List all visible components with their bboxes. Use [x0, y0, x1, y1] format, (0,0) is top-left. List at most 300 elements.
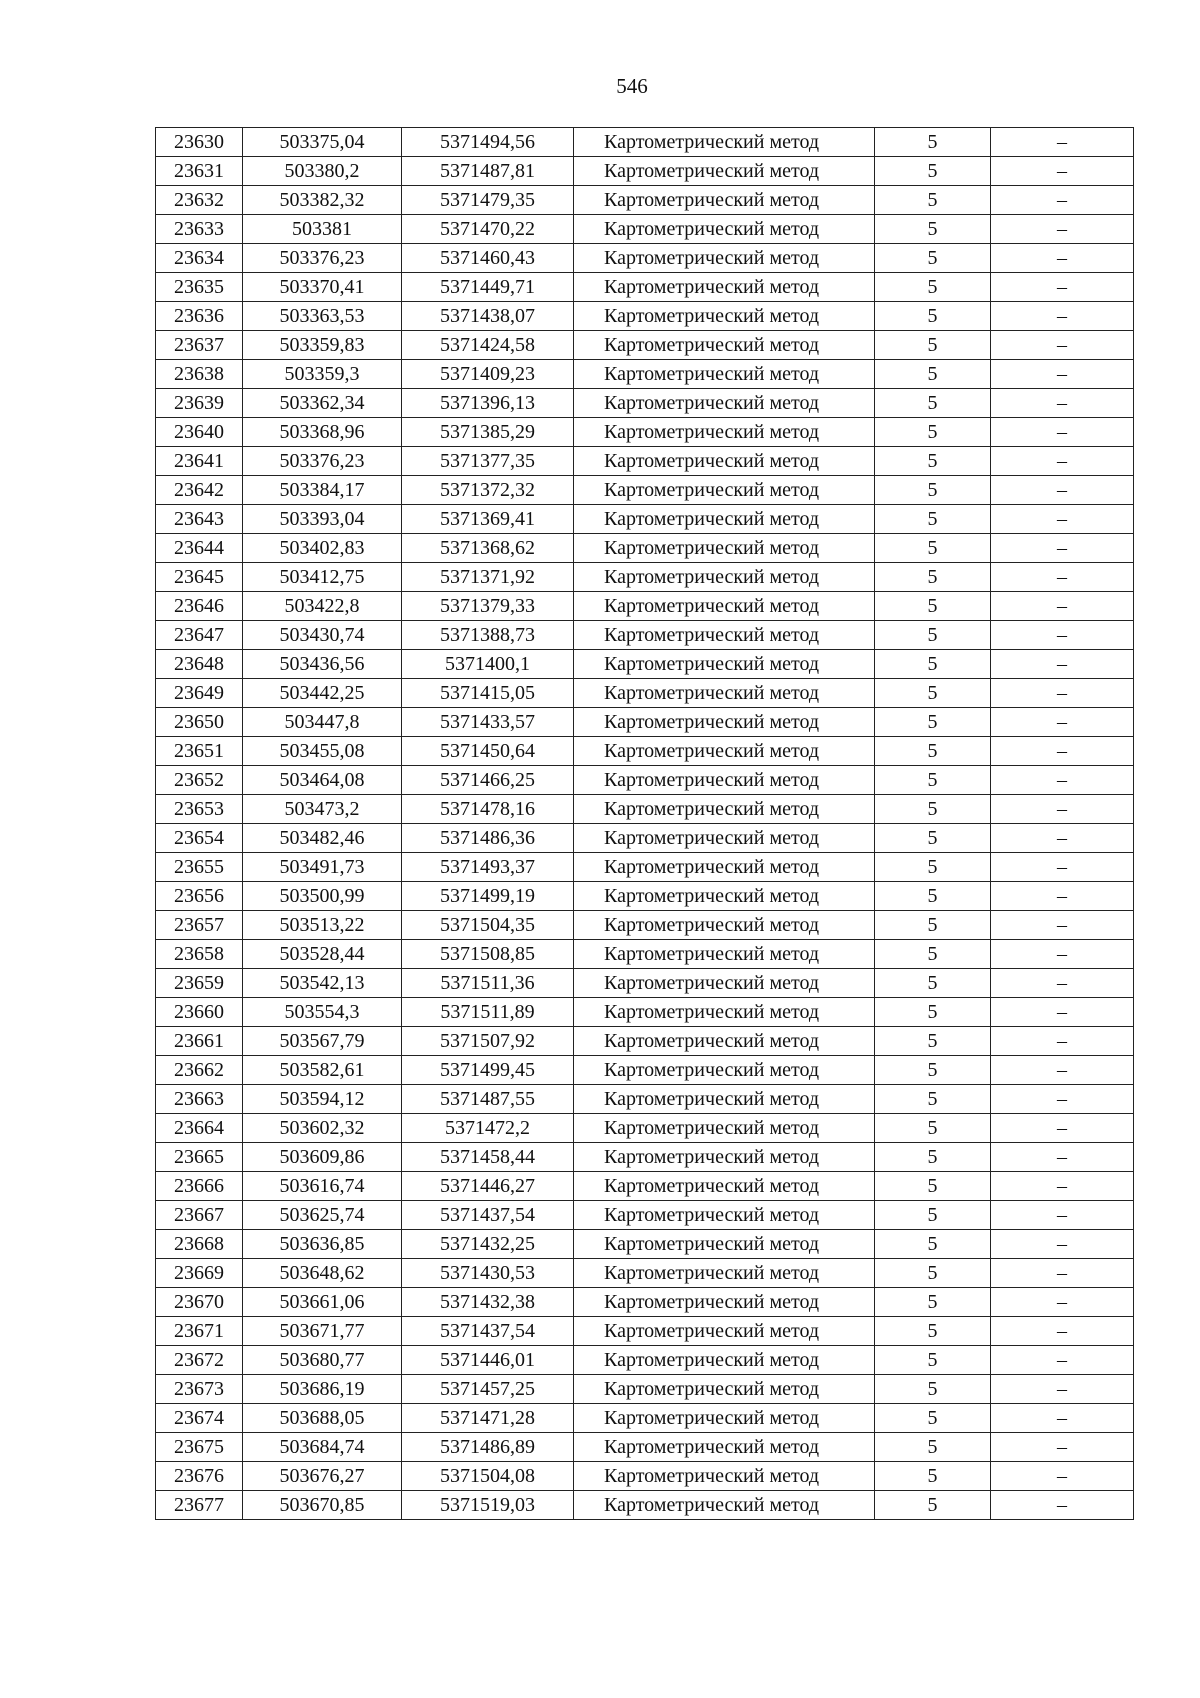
error-cell: 5: [875, 1172, 991, 1201]
error-cell: 5: [875, 1317, 991, 1346]
method-cell: Картометрический метод: [574, 157, 875, 186]
description-cell: –: [991, 505, 1134, 534]
y-coordinate-cell: 5371460,43: [402, 244, 574, 273]
point-number-cell: 23661: [156, 1027, 243, 1056]
x-coordinate-cell: 503464,08: [243, 766, 402, 795]
error-cell: 5: [875, 911, 991, 940]
method-cell: Картометрический метод: [574, 621, 875, 650]
method-cell: Картометрический метод: [574, 1462, 875, 1491]
table-row: [156, 766, 1134, 795]
y-coordinate-cell: 5371379,33: [402, 592, 574, 621]
y-coordinate-cell: 5371499,45: [402, 1056, 574, 1085]
x-coordinate-cell: 503368,96: [243, 418, 402, 447]
y-coordinate-cell: 5371388,73: [402, 621, 574, 650]
point-number-cell: 23630: [156, 128, 243, 157]
table-row: [156, 1462, 1134, 1491]
x-coordinate-cell: 503670,85: [243, 1491, 402, 1520]
table-row: [156, 1288, 1134, 1317]
point-number-cell: 23675: [156, 1433, 243, 1462]
error-cell: 5: [875, 1404, 991, 1433]
method-cell: Картометрический метод: [574, 476, 875, 505]
table-row: [156, 476, 1134, 505]
method-cell: Картометрический метод: [574, 1230, 875, 1259]
x-coordinate-cell: 503393,04: [243, 505, 402, 534]
table-row: [156, 273, 1134, 302]
error-cell: 5: [875, 476, 991, 505]
error-cell: 5: [875, 244, 991, 273]
description-cell: –: [991, 853, 1134, 882]
x-coordinate-cell: 503482,46: [243, 824, 402, 853]
x-coordinate-cell: 503359,83: [243, 331, 402, 360]
error-cell: 5: [875, 1201, 991, 1230]
table-row: [156, 157, 1134, 186]
y-coordinate-cell: 5371511,89: [402, 998, 574, 1027]
y-coordinate-cell: 5371479,35: [402, 186, 574, 215]
y-coordinate-cell: 5371438,07: [402, 302, 574, 331]
x-coordinate-cell: 503648,62: [243, 1259, 402, 1288]
error-cell: 5: [875, 1085, 991, 1114]
y-coordinate-cell: 5371472,2: [402, 1114, 574, 1143]
point-number-cell: 23639: [156, 389, 243, 418]
method-cell: Картометрический метод: [574, 128, 875, 157]
point-number-cell: 23657: [156, 911, 243, 940]
error-cell: 5: [875, 853, 991, 882]
y-coordinate-cell: 5371450,64: [402, 737, 574, 766]
y-coordinate-cell: 5371504,35: [402, 911, 574, 940]
method-cell: Картометрический метод: [574, 882, 875, 911]
description-cell: –: [991, 1375, 1134, 1404]
method-cell: Картометрический метод: [574, 1143, 875, 1172]
point-number-cell: 23636: [156, 302, 243, 331]
point-number-cell: 23633: [156, 215, 243, 244]
error-cell: 5: [875, 1230, 991, 1259]
table-row: [156, 1056, 1134, 1085]
y-coordinate-cell: 5371385,29: [402, 418, 574, 447]
error-cell: 5: [875, 563, 991, 592]
point-number-cell: 23670: [156, 1288, 243, 1317]
x-coordinate-cell: 503594,12: [243, 1085, 402, 1114]
table-row: [156, 882, 1134, 911]
y-coordinate-cell: 5371457,25: [402, 1375, 574, 1404]
error-cell: 5: [875, 766, 991, 795]
table-row: [156, 389, 1134, 418]
point-number-cell: 23677: [156, 1491, 243, 1520]
error-cell: 5: [875, 1491, 991, 1520]
point-number-cell: 23640: [156, 418, 243, 447]
error-cell: 5: [875, 650, 991, 679]
method-cell: Картометрический метод: [574, 273, 875, 302]
point-number-cell: 23667: [156, 1201, 243, 1230]
description-cell: –: [991, 418, 1134, 447]
description-cell: –: [991, 1143, 1134, 1172]
table-row: [156, 1172, 1134, 1201]
description-cell: –: [991, 331, 1134, 360]
description-cell: –: [991, 1433, 1134, 1462]
point-number-cell: 23669: [156, 1259, 243, 1288]
error-cell: 5: [875, 1027, 991, 1056]
table-row: [156, 621, 1134, 650]
point-number-cell: 23647: [156, 621, 243, 650]
description-cell: –: [991, 244, 1134, 273]
error-cell: 5: [875, 418, 991, 447]
description-cell: –: [991, 1491, 1134, 1520]
method-cell: Картометрический метод: [574, 1027, 875, 1056]
error-cell: 5: [875, 592, 991, 621]
x-coordinate-cell: 503402,83: [243, 534, 402, 563]
table-row: [156, 563, 1134, 592]
error-cell: 5: [875, 360, 991, 389]
table-row: [156, 853, 1134, 882]
method-cell: Картометрический метод: [574, 592, 875, 621]
point-number-cell: 23642: [156, 476, 243, 505]
point-number-cell: 23641: [156, 447, 243, 476]
point-number-cell: 23655: [156, 853, 243, 882]
description-cell: –: [991, 1288, 1134, 1317]
description-cell: –: [991, 650, 1134, 679]
point-number-cell: 23672: [156, 1346, 243, 1375]
error-cell: 5: [875, 302, 991, 331]
method-cell: Картометрический метод: [574, 1491, 875, 1520]
description-cell: –: [991, 1346, 1134, 1375]
point-number-cell: 23637: [156, 331, 243, 360]
x-coordinate-cell: 503661,06: [243, 1288, 402, 1317]
x-coordinate-cell: 503676,27: [243, 1462, 402, 1491]
method-cell: Картометрический метод: [574, 302, 875, 331]
x-coordinate-cell: 503447,8: [243, 708, 402, 737]
point-number-cell: 23649: [156, 679, 243, 708]
y-coordinate-cell: 5371478,16: [402, 795, 574, 824]
y-coordinate-cell: 5371504,08: [402, 1462, 574, 1491]
method-cell: Картометрический метод: [574, 737, 875, 766]
method-cell: Картометрический метод: [574, 1404, 875, 1433]
method-cell: Картометрический метод: [574, 911, 875, 940]
method-cell: Картометрический метод: [574, 1288, 875, 1317]
description-cell: –: [991, 534, 1134, 563]
method-cell: Картометрический метод: [574, 1317, 875, 1346]
x-coordinate-cell: 503359,3: [243, 360, 402, 389]
table-row: [156, 940, 1134, 969]
x-coordinate-cell: 503500,99: [243, 882, 402, 911]
y-coordinate-cell: 5371487,55: [402, 1085, 574, 1114]
point-number-cell: 23656: [156, 882, 243, 911]
table-row: [156, 1114, 1134, 1143]
description-cell: –: [991, 824, 1134, 853]
description-cell: –: [991, 911, 1134, 940]
error-cell: 5: [875, 940, 991, 969]
table-row: [156, 708, 1134, 737]
point-number-cell: 23634: [156, 244, 243, 273]
x-coordinate-cell: 503376,23: [243, 244, 402, 273]
x-coordinate-cell: 503688,05: [243, 1404, 402, 1433]
y-coordinate-cell: 5371371,92: [402, 563, 574, 592]
method-cell: Картометрический метод: [574, 1433, 875, 1462]
table-row: [156, 795, 1134, 824]
table-row: [156, 534, 1134, 563]
error-cell: 5: [875, 969, 991, 998]
description-cell: –: [991, 592, 1134, 621]
error-cell: 5: [875, 1056, 991, 1085]
error-cell: 5: [875, 1433, 991, 1462]
point-number-cell: 23674: [156, 1404, 243, 1433]
point-number-cell: 23671: [156, 1317, 243, 1346]
error-cell: 5: [875, 882, 991, 911]
description-cell: –: [991, 1172, 1134, 1201]
x-coordinate-cell: 503625,74: [243, 1201, 402, 1230]
description-cell: –: [991, 447, 1134, 476]
y-coordinate-cell: 5371446,01: [402, 1346, 574, 1375]
x-coordinate-cell: 503528,44: [243, 940, 402, 969]
description-cell: –: [991, 737, 1134, 766]
error-cell: 5: [875, 215, 991, 244]
y-coordinate-cell: 5371432,38: [402, 1288, 574, 1317]
table-row: [156, 969, 1134, 998]
description-cell: –: [991, 1462, 1134, 1491]
point-number-cell: 23653: [156, 795, 243, 824]
description-cell: –: [991, 1404, 1134, 1433]
y-coordinate-cell: 5371433,57: [402, 708, 574, 737]
x-coordinate-cell: 503680,77: [243, 1346, 402, 1375]
table-row: [156, 1027, 1134, 1056]
error-cell: 5: [875, 389, 991, 418]
y-coordinate-cell: 5371519,03: [402, 1491, 574, 1520]
point-number-cell: 23660: [156, 998, 243, 1027]
x-coordinate-cell: 503636,85: [243, 1230, 402, 1259]
y-coordinate-cell: 5371432,25: [402, 1230, 574, 1259]
x-coordinate-cell: 503375,04: [243, 128, 402, 157]
description-cell: –: [991, 1230, 1134, 1259]
point-number-cell: 23663: [156, 1085, 243, 1114]
error-cell: 5: [875, 505, 991, 534]
coordinates-table-body: [156, 128, 1134, 1520]
method-cell: Картометрический метод: [574, 563, 875, 592]
y-coordinate-cell: 5371437,54: [402, 1317, 574, 1346]
y-coordinate-cell: 5371368,62: [402, 534, 574, 563]
error-cell: 5: [875, 447, 991, 476]
error-cell: 5: [875, 186, 991, 215]
x-coordinate-cell: 503686,19: [243, 1375, 402, 1404]
x-coordinate-cell: 503362,34: [243, 389, 402, 418]
point-number-cell: 23662: [156, 1056, 243, 1085]
y-coordinate-cell: 5371471,28: [402, 1404, 574, 1433]
x-coordinate-cell: 503384,17: [243, 476, 402, 505]
y-coordinate-cell: 5371424,58: [402, 331, 574, 360]
table-row: [156, 128, 1134, 157]
description-cell: –: [991, 389, 1134, 418]
x-coordinate-cell: 503671,77: [243, 1317, 402, 1346]
point-number-cell: 23651: [156, 737, 243, 766]
x-coordinate-cell: 503684,74: [243, 1433, 402, 1462]
method-cell: Картометрический метод: [574, 1172, 875, 1201]
error-cell: 5: [875, 1143, 991, 1172]
point-number-cell: 23654: [156, 824, 243, 853]
y-coordinate-cell: 5371494,56: [402, 128, 574, 157]
x-coordinate-cell: 503616,74: [243, 1172, 402, 1201]
y-coordinate-cell: 5371409,23: [402, 360, 574, 389]
method-cell: Картометрический метод: [574, 447, 875, 476]
table-row: [156, 998, 1134, 1027]
y-coordinate-cell: 5371396,13: [402, 389, 574, 418]
table-row: [156, 679, 1134, 708]
error-cell: 5: [875, 1259, 991, 1288]
x-coordinate-cell: 503455,08: [243, 737, 402, 766]
method-cell: Картометрический метод: [574, 331, 875, 360]
method-cell: Картометрический метод: [574, 360, 875, 389]
method-cell: Картометрический метод: [574, 186, 875, 215]
point-number-cell: 23658: [156, 940, 243, 969]
description-cell: –: [991, 940, 1134, 969]
y-coordinate-cell: 5371430,53: [402, 1259, 574, 1288]
x-coordinate-cell: 503582,61: [243, 1056, 402, 1085]
y-coordinate-cell: 5371511,36: [402, 969, 574, 998]
table-row: [156, 1143, 1134, 1172]
method-cell: Картометрический метод: [574, 998, 875, 1027]
x-coordinate-cell: 503602,32: [243, 1114, 402, 1143]
description-cell: –: [991, 1259, 1134, 1288]
method-cell: Картометрический метод: [574, 1056, 875, 1085]
point-number-cell: 23643: [156, 505, 243, 534]
error-cell: 5: [875, 534, 991, 563]
y-coordinate-cell: 5371507,92: [402, 1027, 574, 1056]
description-cell: –: [991, 273, 1134, 302]
point-number-cell: 23638: [156, 360, 243, 389]
y-coordinate-cell: 5371493,37: [402, 853, 574, 882]
error-cell: 5: [875, 708, 991, 737]
method-cell: Картометрический метод: [574, 1259, 875, 1288]
error-cell: 5: [875, 824, 991, 853]
error-cell: 5: [875, 621, 991, 650]
point-number-cell: 23650: [156, 708, 243, 737]
table-row: [156, 302, 1134, 331]
method-cell: Картометрический метод: [574, 795, 875, 824]
y-coordinate-cell: 5371499,19: [402, 882, 574, 911]
method-cell: Картометрический метод: [574, 505, 875, 534]
method-cell: Картометрический метод: [574, 853, 875, 882]
point-number-cell: 23659: [156, 969, 243, 998]
description-cell: –: [991, 708, 1134, 737]
y-coordinate-cell: 5371446,27: [402, 1172, 574, 1201]
description-cell: –: [991, 215, 1134, 244]
y-coordinate-cell: 5371508,85: [402, 940, 574, 969]
y-coordinate-cell: 5371400,1: [402, 650, 574, 679]
error-cell: 5: [875, 1346, 991, 1375]
method-cell: Картометрический метод: [574, 1346, 875, 1375]
x-coordinate-cell: 503473,2: [243, 795, 402, 824]
table-row: [156, 331, 1134, 360]
point-number-cell: 23632: [156, 186, 243, 215]
method-cell: Картометрический метод: [574, 969, 875, 998]
error-cell: 5: [875, 1375, 991, 1404]
x-coordinate-cell: 503422,8: [243, 592, 402, 621]
point-number-cell: 23635: [156, 273, 243, 302]
table-row: [156, 1230, 1134, 1259]
table-row: [156, 650, 1134, 679]
table-row: [156, 186, 1134, 215]
point-number-cell: 23664: [156, 1114, 243, 1143]
description-cell: –: [991, 186, 1134, 215]
description-cell: –: [991, 882, 1134, 911]
y-coordinate-cell: 5371486,89: [402, 1433, 574, 1462]
y-coordinate-cell: 5371377,35: [402, 447, 574, 476]
description-cell: –: [991, 360, 1134, 389]
description-cell: –: [991, 563, 1134, 592]
point-number-cell: 23646: [156, 592, 243, 621]
x-coordinate-cell: 503542,13: [243, 969, 402, 998]
description-cell: –: [991, 679, 1134, 708]
table-row: [156, 1346, 1134, 1375]
y-coordinate-cell: 5371486,36: [402, 824, 574, 853]
description-cell: –: [991, 1317, 1134, 1346]
error-cell: 5: [875, 273, 991, 302]
description-cell: –: [991, 1201, 1134, 1230]
error-cell: 5: [875, 998, 991, 1027]
page-number: 546: [616, 74, 648, 98]
method-cell: Картометрический метод: [574, 940, 875, 969]
table-row: [156, 1375, 1134, 1404]
x-coordinate-cell: 503412,75: [243, 563, 402, 592]
description-cell: –: [991, 1027, 1134, 1056]
table-row: [156, 1491, 1134, 1520]
table-row: [156, 592, 1134, 621]
y-coordinate-cell: 5371449,71: [402, 273, 574, 302]
method-cell: Картометрический метод: [574, 679, 875, 708]
y-coordinate-cell: 5371487,81: [402, 157, 574, 186]
description-cell: –: [991, 302, 1134, 331]
description-cell: –: [991, 621, 1134, 650]
point-number-cell: 23648: [156, 650, 243, 679]
description-cell: –: [991, 1085, 1134, 1114]
y-coordinate-cell: 5371466,25: [402, 766, 574, 795]
description-cell: –: [991, 128, 1134, 157]
y-coordinate-cell: 5371372,32: [402, 476, 574, 505]
error-cell: 5: [875, 1288, 991, 1317]
x-coordinate-cell: 503382,32: [243, 186, 402, 215]
point-number-cell: 23665: [156, 1143, 243, 1172]
x-coordinate-cell: 503513,22: [243, 911, 402, 940]
method-cell: Картометрический метод: [574, 650, 875, 679]
x-coordinate-cell: 503567,79: [243, 1027, 402, 1056]
table-row: [156, 244, 1134, 273]
point-number-cell: 23652: [156, 766, 243, 795]
x-coordinate-cell: 503380,2: [243, 157, 402, 186]
point-number-cell: 23676: [156, 1462, 243, 1491]
method-cell: Картометрический метод: [574, 1201, 875, 1230]
point-number-cell: 23645: [156, 563, 243, 592]
table-row: [156, 1259, 1134, 1288]
table-row: [156, 505, 1134, 534]
x-coordinate-cell: 503363,53: [243, 302, 402, 331]
description-cell: –: [991, 969, 1134, 998]
description-cell: –: [991, 795, 1134, 824]
y-coordinate-cell: 5371415,05: [402, 679, 574, 708]
x-coordinate-cell: 503381: [243, 215, 402, 244]
method-cell: Картометрический метод: [574, 766, 875, 795]
point-number-cell: 23673: [156, 1375, 243, 1404]
table-row: [156, 360, 1134, 389]
error-cell: 5: [875, 157, 991, 186]
error-cell: 5: [875, 331, 991, 360]
description-cell: –: [991, 476, 1134, 505]
table-row: [156, 1404, 1134, 1433]
error-cell: 5: [875, 679, 991, 708]
method-cell: Картометрический метод: [574, 1375, 875, 1404]
error-cell: 5: [875, 795, 991, 824]
method-cell: Картометрический метод: [574, 708, 875, 737]
x-coordinate-cell: 503436,56: [243, 650, 402, 679]
table-row: [156, 824, 1134, 853]
error-cell: 5: [875, 128, 991, 157]
method-cell: Картометрический метод: [574, 244, 875, 273]
table-row: [156, 1201, 1134, 1230]
